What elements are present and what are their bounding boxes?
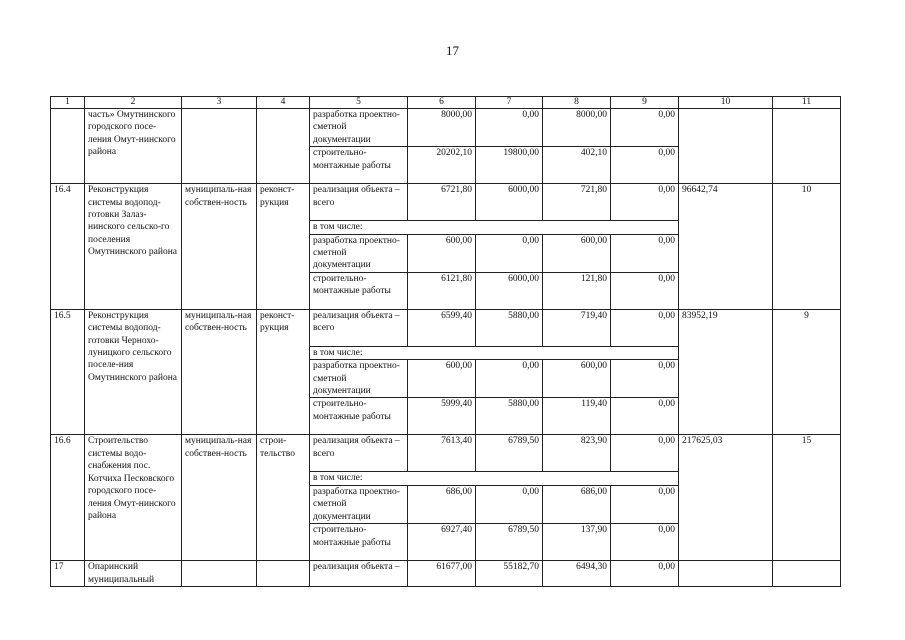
object-name: часть» Омутнинского городского посе-ления Омут-нинского района	[85, 109, 182, 184]
value-col6: 6927,40	[408, 524, 476, 561]
table-row	[51, 435, 841, 472]
header-row	[51, 97, 841, 109]
row-label: реализация объекта –	[310, 561, 408, 587]
object-name: Реконструкция системы водопод-готовки Чернохо-луницкого сельского поселе-ния Омутнинского района	[85, 309, 182, 435]
column-header: 10	[679, 97, 773, 109]
page-number: 17	[446, 43, 459, 58]
row-label: строительно-монтажные работы	[310, 524, 408, 561]
term-value	[773, 561, 841, 587]
value-col9: 0,00	[611, 309, 679, 346]
value-col7: 5880,00	[476, 398, 543, 435]
value-col7: 6789,50	[476, 435, 543, 472]
value-col8: 137,90	[543, 524, 611, 561]
value-col8: 721,80	[543, 184, 611, 221]
value-col6: 7613,40	[408, 435, 476, 472]
value-col9: 0,00	[611, 360, 679, 398]
row-label: реализация объекта – всего	[310, 435, 408, 472]
table-row	[51, 309, 841, 346]
term-value: 15	[773, 435, 841, 561]
row-label: в том числе:	[310, 221, 679, 234]
ownership-form: муниципаль-ная собствен-ность	[182, 309, 257, 435]
value-col9: 0,00	[611, 184, 679, 221]
value-col8: 686,00	[543, 485, 611, 523]
value-col7: 5880,00	[476, 309, 543, 346]
row-label: строительно-монтажные работы	[310, 147, 408, 184]
column-header: 2	[85, 97, 182, 109]
work-type	[257, 561, 310, 587]
column-header: 8	[543, 97, 611, 109]
capacity-value	[679, 561, 773, 587]
column-header: 1	[51, 97, 85, 109]
value-col6: 600,00	[408, 234, 476, 272]
item-number: 16.4	[51, 184, 85, 310]
term-value	[773, 109, 841, 184]
value-col8: 8000,00	[543, 109, 611, 147]
row-label: разработка проектно-сметной документации	[310, 109, 408, 147]
object-name: Строительство системы водо-снабжения пос. Котчиха Песковского городского посе-ления Омут-нинского района	[85, 435, 182, 561]
row-label: строительно-монтажные работы	[310, 272, 408, 309]
value-col6: 20202,10	[408, 147, 476, 184]
column-header: 6	[408, 97, 476, 109]
ownership-form: муниципаль-ная собствен-ность	[182, 184, 257, 310]
value-col6: 8000,00	[408, 109, 476, 147]
row-label: в том числе:	[310, 346, 679, 359]
row-label: реализация объекта – всего	[310, 184, 408, 221]
value-col8: 6494,30	[543, 561, 611, 587]
item-number: 16.5	[51, 309, 85, 435]
value-col8: 600,00	[543, 360, 611, 398]
value-col8: 719,40	[543, 309, 611, 346]
value-col6: 600,00	[408, 360, 476, 398]
column-header: 3	[182, 97, 257, 109]
item-number	[51, 109, 85, 184]
term-value: 10	[773, 184, 841, 310]
row-label: разработка проектно-сметной документации	[310, 360, 408, 398]
work-type: реконст-рукция	[257, 184, 310, 310]
table-row	[51, 109, 841, 147]
column-header: 11	[773, 97, 841, 109]
value-col8: 119,40	[543, 398, 611, 435]
value-col9: 0,00	[611, 524, 679, 561]
row-label: строительно-монтажные работы	[310, 398, 408, 435]
value-col7: 55182,70	[476, 561, 543, 587]
value-col6: 6599,40	[408, 309, 476, 346]
value-col9: 0,00	[611, 435, 679, 472]
value-col9: 0,00	[611, 109, 679, 147]
column-header: 5	[310, 97, 408, 109]
value-col9: 0,00	[611, 398, 679, 435]
value-col7: 6789,50	[476, 524, 543, 561]
value-col7: 0,00	[476, 109, 543, 147]
value-col9: 0,00	[611, 234, 679, 272]
row-label: в том числе:	[310, 472, 679, 485]
object-name: Опаринский муниципальный	[85, 561, 182, 587]
capacity-value: 83952,19	[679, 309, 773, 435]
value-col9: 0,00	[611, 485, 679, 523]
capacity-value	[679, 109, 773, 184]
value-col8: 600,00	[543, 234, 611, 272]
investment-table	[50, 96, 841, 587]
table-body	[51, 97, 841, 587]
column-header: 9	[611, 97, 679, 109]
column-header: 4	[257, 97, 310, 109]
value-col9: 0,00	[611, 561, 679, 587]
value-col9: 0,00	[611, 272, 679, 309]
item-number: 16.6	[51, 435, 85, 561]
row-label: реализация объекта – всего	[310, 309, 408, 346]
value-col7: 6000,00	[476, 184, 543, 221]
value-col8: 402,10	[543, 147, 611, 184]
ownership-form	[182, 561, 257, 587]
value-col8: 121,80	[543, 272, 611, 309]
work-type	[257, 109, 310, 184]
row-label: разработка проектно-сметной документации	[310, 234, 408, 272]
value-col7: 0,00	[476, 485, 543, 523]
work-type: строи-тельство	[257, 435, 310, 561]
item-number: 17	[51, 561, 85, 587]
table-row	[51, 561, 841, 587]
row-label: разработка проектно-сметной документации	[310, 485, 408, 523]
value-col7: 0,00	[476, 234, 543, 272]
object-name: Реконструкция системы водопод-готовки Залаз-нинского сельско-го поселения Омутнинского района	[85, 184, 182, 310]
value-col6: 686,00	[408, 485, 476, 523]
value-col7: 6000,00	[476, 272, 543, 309]
ownership-form: муниципаль-ная собствен-ность	[182, 435, 257, 561]
work-type: реконст-рукция	[257, 309, 310, 435]
value-col7: 0,00	[476, 360, 543, 398]
value-col6: 6121,80	[408, 272, 476, 309]
value-col6: 61677,00	[408, 561, 476, 587]
capacity-value: 96642,74	[679, 184, 773, 310]
capacity-value: 217625,03	[679, 435, 773, 561]
value-col9: 0,00	[611, 147, 679, 184]
value-col7: 19800,00	[476, 147, 543, 184]
value-col6: 6721,80	[408, 184, 476, 221]
ownership-form	[182, 109, 257, 184]
value-col6: 5999,40	[408, 398, 476, 435]
table-row	[51, 184, 841, 221]
term-value: 9	[773, 309, 841, 435]
value-col8: 823,90	[543, 435, 611, 472]
column-header: 7	[476, 97, 543, 109]
